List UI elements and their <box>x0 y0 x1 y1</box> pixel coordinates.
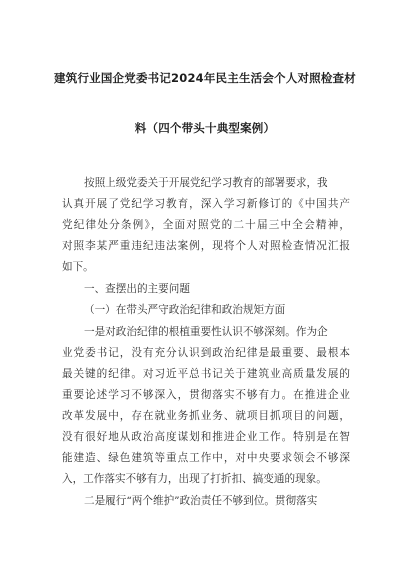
paragraph-line: 对照李某严重违纪违法案例，现将个人对照检查情况汇报 <box>62 240 350 252</box>
paragraph-line: 重要论述学习不够深入，贯彻落实不够有力。在推进企业 <box>62 389 350 401</box>
paragraph-line: 改革发展中，存在就业务抓业务、就项目抓项目的问题， <box>62 410 350 422</box>
paragraph-line: 认真开展了党纪学习教育，深入学习新修订的《中国共产 <box>62 198 350 210</box>
paragraph-line: 党纪律处分条例》，全面对照党的二十届三中全会精神， <box>62 219 350 231</box>
paragraph-line: 业党委书记，没有充分认识到政治纪律是最重要、最根本 <box>62 347 350 359</box>
section-heading: 一、查摆出的主要问题 <box>84 283 190 295</box>
document-title-line-2: 料（四个带头十典型案例） <box>134 121 276 135</box>
paragraph-line: 如下。 <box>62 261 94 273</box>
paragraph-line: 入，工作落实不够有力，出现了打折扣、搞变通的现象。 <box>62 473 327 485</box>
document-title-line-1: 建筑行业国企党委书记2024年民主生活会个人对照检查材 <box>54 71 356 85</box>
paragraph-line: 最关键的纪律。对习近平总书记关于建筑业高质量发展的 <box>62 368 350 380</box>
subsection-heading: （一）在带头严守政治纪律和政治规矩方面 <box>84 304 286 316</box>
paragraph-line: 二是履行“两个维护”政治责任不够到位。贯彻落实 <box>84 495 318 507</box>
paragraph-line: 按照上级党委关于开展党纪学习教育的部署要求，我 <box>84 177 328 189</box>
paragraph-line: 一是对政治纪律的根植重要性认识不够深刻。作为企 <box>84 326 328 338</box>
paragraph-line: 能建造、绿色建筑等重点工作中，对中央要求领会不够深 <box>62 452 350 464</box>
paragraph-line: 没有很好地从政治高度谋划和推进企业工作。特别是在智 <box>62 431 350 443</box>
